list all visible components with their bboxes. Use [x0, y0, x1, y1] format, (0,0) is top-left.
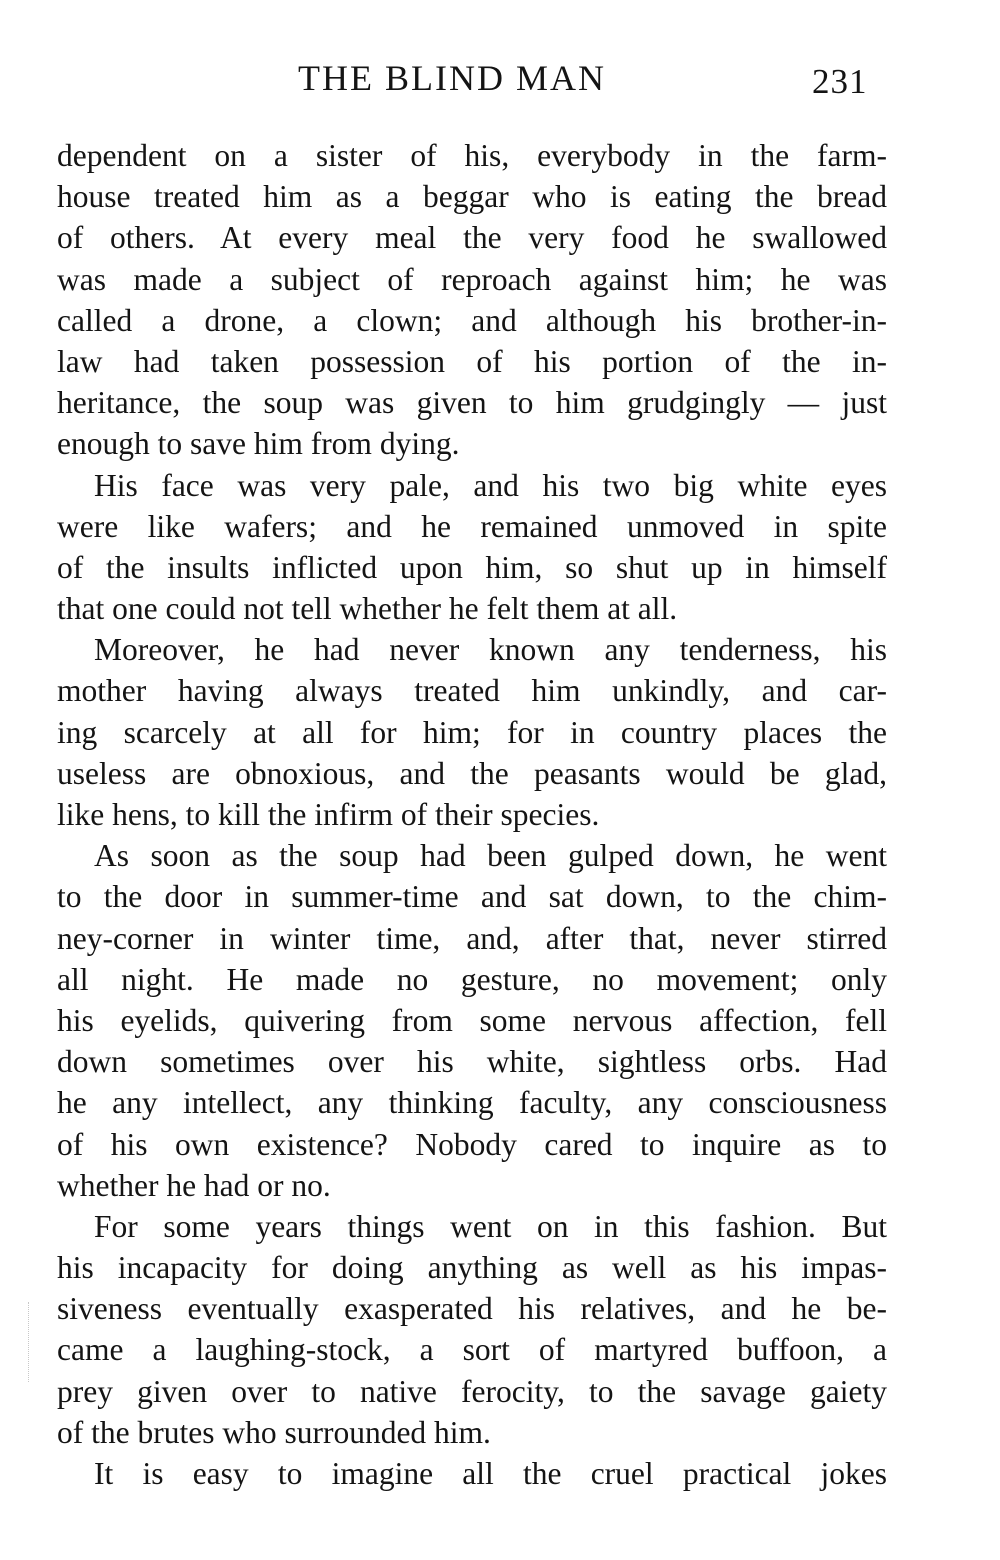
text-line: prey given over to native ferocity, to the savage gaiety — [57, 1373, 887, 1409]
text-line: he any intellect, any thinking faculty, any consciousness — [57, 1085, 887, 1121]
text-line: was made a subject of reproach against him; he was — [57, 261, 887, 297]
text-line: His face was very pale, and his two big white eyes — [94, 467, 887, 503]
text-line: law had taken possession of his portion of the in- — [57, 343, 887, 379]
text-line: were like wafers; and he remained unmoved in spite — [57, 508, 887, 544]
text-line: ney-corner in winter time, and, after that, never stirred — [57, 920, 887, 956]
text-line: whether he had or no. — [57, 1167, 331, 1203]
text-line: came a laughing-stock, a sort of martyred buffoon, a — [57, 1332, 887, 1368]
text-line: heritance, the soup was given to him grudgingly — just — [57, 385, 887, 421]
text-line: like hens, to kill the infirm of their species. — [57, 797, 600, 832]
page-number: 231 — [812, 62, 868, 101]
text-line: It is easy to imagine all the cruel practical jokes — [94, 1456, 887, 1491]
text-line: his incapacity for doing anything as well as his impas- — [57, 1250, 887, 1286]
text-line: As soon as the soup had been gulped down, he went — [94, 838, 887, 874]
text-line: of his own existence? Nobody cared to inquire as to — [57, 1126, 887, 1162]
text-line: that one could not tell whether he felt them at all. — [57, 591, 678, 627]
text-line: mother having always treated him unkindly, and car- — [57, 673, 887, 709]
text-line: ing scarcely at all for him; for in country places the — [57, 714, 887, 750]
text-line: house treated him as a beggar who is eating the bread — [57, 179, 887, 215]
margin-dots — [28, 1302, 31, 1382]
text-line: siveness eventually exasperated his relatives, and he be- — [57, 1291, 887, 1327]
text-line: of the insults inflicted upon him, so shut up in himself — [57, 549, 887, 585]
text-line: all night. He made no gesture, no movement; only — [57, 961, 887, 997]
text-line: of the brutes who surrounded him. — [57, 1414, 491, 1450]
text-line: Moreover, he had never known any tenderness, his — [94, 632, 887, 668]
text-line: called a drone, a clown; and although his brother-in- — [57, 302, 887, 338]
running-title: THE BLIND MAN — [298, 58, 606, 98]
text-line: his eyelids, quivering from some nervous affection, fell — [57, 1002, 887, 1038]
text-line: down sometimes over his white, sightless orbs. Had — [57, 1044, 887, 1080]
text-line: useless are obnoxious, and the peasants would be glad, — [57, 755, 887, 791]
text-line: dependent on a sister of his, everybody in the farm- — [57, 138, 887, 173]
text-line: For some years things went on in this fashion. But — [94, 1208, 887, 1244]
text-line: enough to save him from dying. — [57, 426, 460, 462]
text-line: to the door in summer-time and sat down, to the chim- — [57, 879, 887, 915]
body-text — [57, 135, 887, 1494]
text-line: of others. At every meal the very food he swallowed — [57, 220, 887, 256]
